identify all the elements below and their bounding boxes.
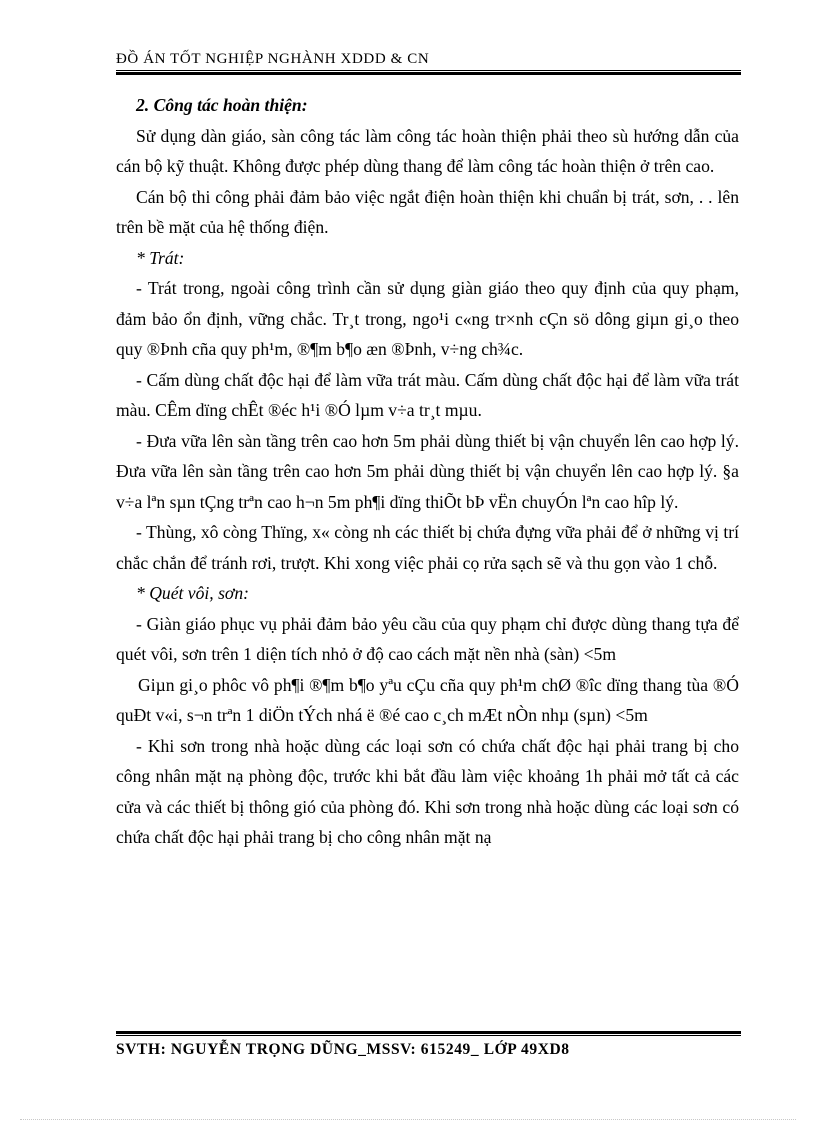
paragraph-8: Giµn gi¸o phôc vô ph¶i ®¶m b¶o yªu cÇu cña quy ph¹m chØ ®îc dïng thang tùa ®Ó quÐt v«i, s¬n trªn 1 diÖn tÝch nhá ë ®é cao c¸ch mÆt nÒn nhµ (sµn) <5m — [116, 674, 739, 725]
section-title: 2. Công tác hoàn thiện: — [136, 95, 308, 115]
paragraph-9: - Khi sơn trong nhà hoặc dùng các loại sơn có chứa chất độc hại phải trang bị cho công nhân mặt nạ phòng độc, trước khi bắt đầu làm việc khoảng 1h phải mở tất cả các cửa và các thiết bị thông gió của phòng đó. Khi sơn trong nhà hoặc dùng các loại sơn có chứa chất độc hại phải trang bị cho công nhân mặt nạ — [116, 735, 739, 847]
paragraph-1: Sử dụng dàn giáo, sàn công tác làm công tác hoàn thiện phải theo sù hướng dẫn của cán bộ kỹ thuật. Không được phép dùng thang để làm công tác hoàn thiện ở trên cao. — [116, 125, 739, 176]
document-body — [116, 90, 739, 853]
paragraph-4: - Cấm dùng chất độc hại để làm vữa trát màu. Cấm dùng chất độc hại để làm vữa trát màu. CÊm dïng chÊt ®éc h¹i ®Ó lµm v÷a tr¸t mµu. — [116, 369, 739, 420]
paragraph-2: Cán bộ thi công phải đảm bảo việc ngắt điện hoàn thiện khi chuẩn bị trát, sơn, . . lên trên bề mặt của hệ thống điện. — [116, 186, 739, 237]
header-rule — [116, 70, 741, 75]
page-footer: SVTH: NGUYỄN TRỌNG DŨNG_MSSV: 615249_ LỚP 49XD8 — [116, 1041, 570, 1058]
paragraph-7: - Giàn giáo phục vụ phải đảm bảo yêu cầu của quy phạm chỉ được dùng thang tựa để quét vôi, sơn trên 1 diện tích nhỏ ở độ cao cách mặt nền nhà (sàn) <5m — [116, 613, 739, 664]
page-header: ĐỒ ÁN TỐT NGHIỆP NGHÀNH XDDD & CN — [116, 51, 430, 67]
subsection-trat: * Trát: — [136, 247, 185, 268]
paragraph-6: - Thùng, xô còng Thïng, x« còng nh các thiết bị chứa đựng vữa phải để ở những vị trí chắc chắn để tránh rơi, trượt. Khi xong việc phải cọ rửa sạch sẽ và thu gọn vào 1 chỗ. — [116, 522, 739, 573]
page-bottom-divider — [20, 1119, 796, 1120]
subsection-quet-voi: * Quét vôi, sơn: — [136, 583, 249, 603]
paragraph-3: - Trát trong, ngoài công trình cần sử dụng giàn giáo theo quy định của quy phạm, đảm bảo ổn định, vững chắc. Tr¸t trong, ngo¹i c«ng tr×nh cÇn sö dông giµn gi¸o theo quy ®Þnh cña quy ph¹m, ®¶m b¶o æn ®Þnh, v÷ng ch¾c. — [116, 278, 739, 359]
paragraph-5: - Đưa vữa lên sàn tầng trên cao hơn 5m phải dùng thiết bị vận chuyển lên cao hợp lý. Đưa vữa lên sàn tầng trên cao hơn 5m phải dùng thiết bị vận chuyển lên cao hợp lý. §a v÷a lªn sµn tÇng trªn cao h¬n 5m ph¶i dïng thiÕt bÞ vËn chuyÓn lªn cao hîp lý. — [116, 430, 739, 512]
footer-rule — [116, 1031, 741, 1036]
